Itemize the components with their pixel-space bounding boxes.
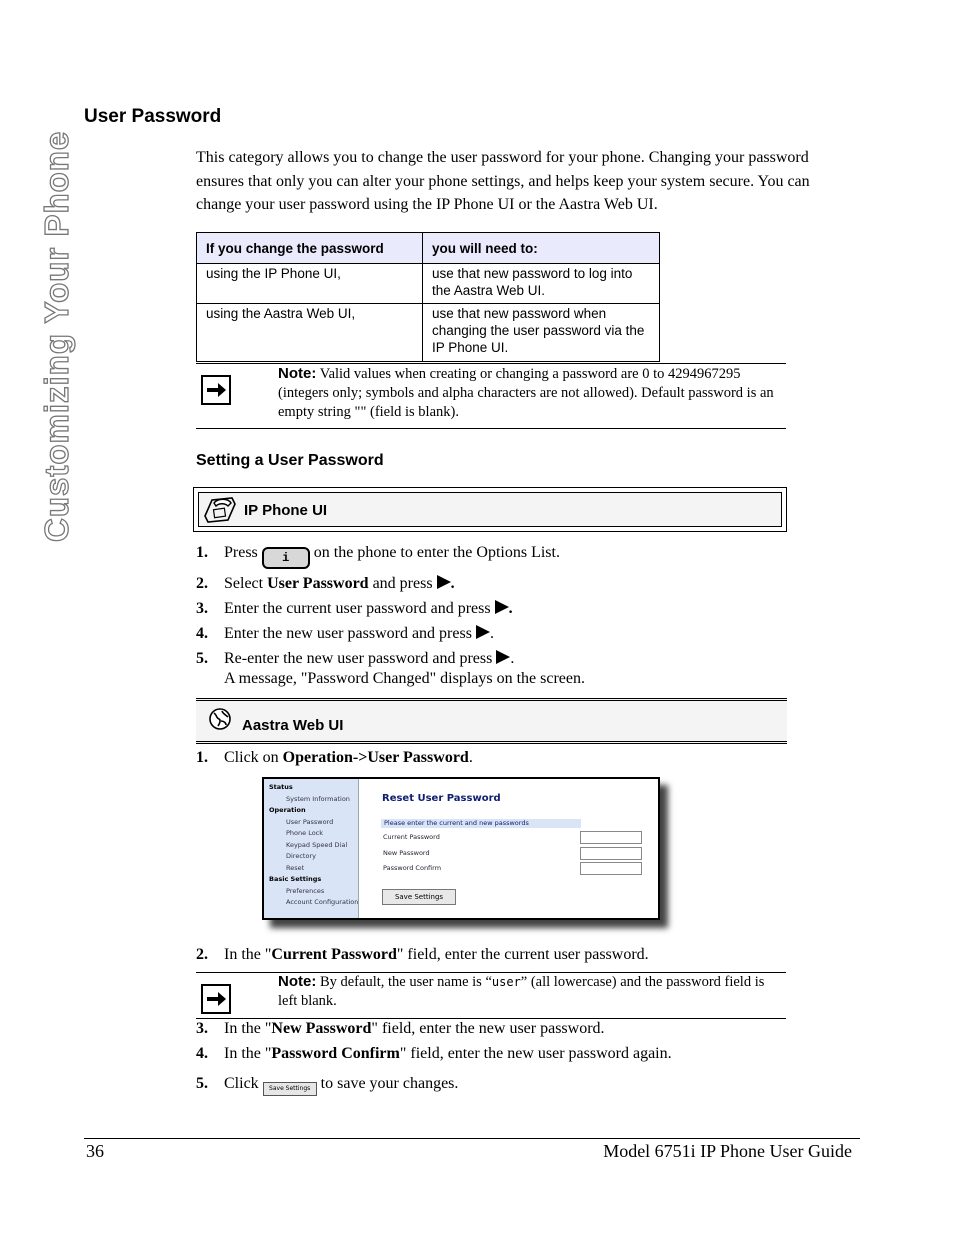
step-text: A message, "Password Changed" displays on the screen. (224, 670, 585, 687)
right-arrow-key-icon (495, 600, 509, 614)
table-cell: using the IP Phone UI, (197, 264, 423, 304)
arrow-right-icon (201, 984, 231, 1014)
step-text: to save your changes. (320, 1075, 459, 1092)
current-password-input[interactable] (580, 831, 642, 844)
step-bold: User Password (267, 575, 369, 592)
step-text: In the " (224, 1020, 272, 1037)
note-label: Note: (278, 365, 317, 382)
step-text: and press (368, 575, 433, 592)
step-text: on the phone to enter the Options List. (313, 544, 560, 561)
table-row (197, 304, 660, 362)
web-ui-instruction-bar: Please enter the current and new passwords (381, 819, 581, 828)
note-label: Note: (278, 973, 317, 990)
table-header-row (197, 233, 660, 264)
field-label-password-confirm: Password Confirm (383, 864, 442, 872)
note-text (278, 973, 782, 1011)
note-body: Valid values when creating or changing a password are 0 to 4294967295 (integers only; symbols and alpha characters are not allowed). Default password is an empty string "" (field is blank). (278, 366, 774, 420)
table-header-cell: If you change the password (197, 233, 423, 264)
step-number: 3. (196, 1020, 208, 1037)
step-text: " field, enter the current user password. (396, 946, 649, 963)
nav-item[interactable]: Keypad Speed Dial (286, 840, 348, 849)
step-bold: New Password (271, 1020, 372, 1037)
save-settings-button-image: Save Settings (263, 1082, 317, 1096)
step-number: 5. (196, 650, 208, 667)
note-body: ” (all lowercase) and the password field is left blank. (278, 974, 765, 1009)
nav-item[interactable]: Preferences (286, 886, 325, 895)
step-text: . (468, 749, 473, 766)
nav-heading: Status (269, 783, 293, 791)
info-key-icon: i (262, 547, 310, 569)
right-arrow-key-icon (437, 575, 451, 589)
web-ui-title: Reset User Password (382, 793, 501, 804)
step-number: 1. (196, 544, 208, 561)
save-settings-button[interactable]: Save Settings (382, 889, 456, 905)
step-text: Press (224, 544, 258, 561)
side-tab (38, 110, 78, 542)
aastra-web-ui-label: Aastra Web UI (242, 717, 344, 734)
step-text: Enter the new user password and press (224, 625, 472, 642)
step-text: " field, enter the new user password. (371, 1020, 605, 1037)
nav-heading: Basic Settings (269, 875, 322, 883)
intro-paragraph: This category allows you to change the user password for your phone. Changing your password ensures that only you can alter your phone settings, and helps keep your system secure. You can change your user password using the IP Phone UI or the Aastra Web UI. (196, 149, 810, 213)
right-arrow-key-icon (496, 650, 510, 664)
step-number: 1. (196, 749, 208, 766)
step-text: In the " (224, 946, 272, 963)
globe-icon (208, 707, 232, 731)
arrow-right-icon (201, 375, 231, 405)
nav-item[interactable]: Reset (286, 863, 305, 872)
web-ui-nav (264, 779, 359, 918)
ip-phone-ui-label: IP Phone UI (244, 502, 328, 519)
table-row (197, 264, 660, 304)
step-bold: Current Password (271, 946, 397, 963)
nav-item[interactable]: Account Configuration (286, 898, 359, 906)
field-label-new-password: New Password (383, 849, 430, 857)
new-password-input[interactable] (580, 847, 642, 860)
guide-title: Model 6751i IP Phone User Guide (603, 1141, 852, 1161)
note-box (196, 363, 786, 429)
step-text: Enter the current user password and press (224, 600, 491, 617)
nav-item[interactable]: System Information (286, 794, 350, 803)
nav-item[interactable]: Phone Lock (286, 829, 324, 837)
note-text (278, 365, 782, 422)
page-number: 36 (86, 1141, 104, 1161)
table-cell: using the Aastra Web UI, (197, 304, 423, 362)
note-mono: user (491, 975, 521, 989)
step-number: 4. (196, 625, 208, 642)
password-confirm-input[interactable] (580, 862, 642, 875)
step-text: Click on (224, 749, 283, 766)
ip-phone-ui-header (193, 487, 787, 532)
nav-item[interactable]: User Password (286, 817, 334, 826)
step-text: Re-enter the new user password and press (224, 650, 493, 667)
note-box (196, 972, 786, 1019)
section-title: User Password (84, 106, 222, 127)
table-cell: use that new password when changing the user password via the IP Phone UI. (423, 304, 660, 362)
step-number: 2. (196, 946, 208, 963)
subsection-title: Setting a User Password (196, 452, 384, 469)
web-ui-screenshot (262, 777, 660, 920)
nav-heading: Operation (269, 806, 306, 814)
step-text: In the " (224, 1045, 272, 1062)
step-number: 2. (196, 575, 208, 592)
table-cell: use that new password to log into the Aastra Web UI. (423, 264, 660, 304)
footer-rule (84, 1138, 860, 1139)
aastra-web-ui-header (196, 698, 787, 744)
step-text: Click (224, 1075, 259, 1092)
phone-icon (202, 494, 238, 524)
step-text: Select (224, 575, 268, 592)
step-bold: Password Confirm (271, 1045, 400, 1062)
step-number: 5. (196, 1075, 208, 1092)
field-label-current-password: Current Password (383, 833, 440, 841)
note-body: By default, the user name is “ (319, 974, 492, 990)
side-tab-text: Customizing Your Phone (38, 130, 75, 542)
step-bold: Operation->User Password (282, 749, 469, 766)
step-number: 4. (196, 1045, 208, 1062)
password-table (196, 232, 660, 362)
nav-item[interactable]: Directory (286, 852, 316, 860)
step-number: 3. (196, 600, 208, 617)
right-arrow-key-icon (476, 625, 490, 639)
table-header-cell: you will need to: (423, 233, 660, 264)
step-text: " field, enter the new user password again. (399, 1045, 672, 1062)
